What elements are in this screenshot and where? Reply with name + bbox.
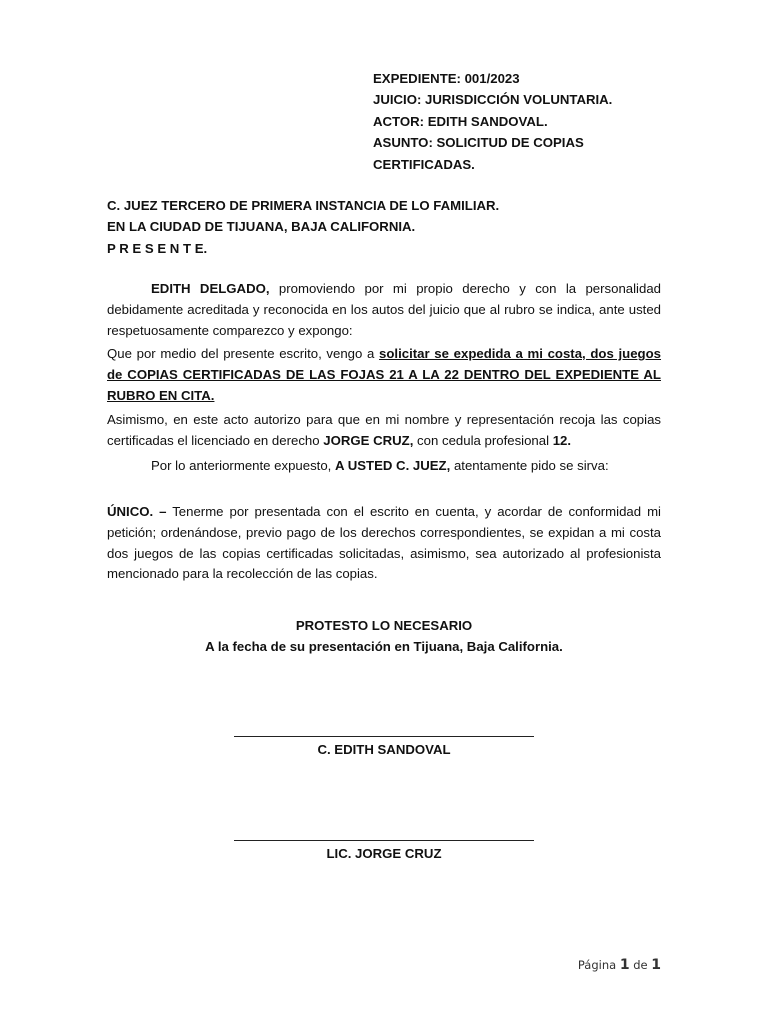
signature-name: C. EDITH SANDOVAL bbox=[317, 742, 451, 757]
petitioner-name: EDITH DELGADO, bbox=[151, 281, 270, 296]
authorization-text: Asimismo, en este acto autorizo para que en mi nombre y representación recoja las copias certificadas el licenciado en derecho bbox=[107, 412, 661, 448]
of-label: de bbox=[633, 958, 648, 972]
petition-addressee: A USTED C. JUEZ, bbox=[335, 458, 451, 473]
expediente-line: EXPEDIENTE: 001/2023 bbox=[373, 71, 520, 86]
case-header bbox=[373, 68, 673, 175]
addressee-presente: P R E S E N T E. bbox=[107, 240, 208, 256]
date-place-line: A la fecha de su presentación en Tijuana, Baja California. bbox=[205, 639, 563, 654]
addressee-judge: C. JUEZ TERCERO DE PRIMERA INSTANCIA DE LO FAMILIAR. bbox=[107, 198, 500, 213]
paragraph-unico bbox=[107, 502, 661, 585]
juicio-line: JUICIO: JURISDICCIÓN VOLUNTARIA. bbox=[373, 92, 613, 108]
unico-text: Tenerme por presentada con el escrito en cuenta, y acordar de conformidad mi petición; ordenándose, previo pago de los derechos correspondientes, se expidan a mi costa dos juegos de las copias certificadas solicitadas, asimismo, sea autorizado al profesionista mencionado para la recolección de las copias. bbox=[107, 504, 661, 582]
current-page: 1 bbox=[619, 957, 630, 973]
unico-label: ÚNICO. – bbox=[107, 504, 167, 519]
lawyer-name: JORGE CRUZ, bbox=[323, 432, 414, 448]
cedula-text: con cedula profesional bbox=[413, 432, 553, 448]
page-label: Página bbox=[577, 958, 617, 972]
paragraph-petition-lead bbox=[107, 456, 661, 477]
request-lead: Que por medio del presente escrito, vengo a bbox=[107, 346, 380, 361]
total-pages: 1 bbox=[651, 957, 661, 973]
paragraph-introduction bbox=[107, 279, 661, 341]
asunto-line: ASUNTO: SOLICITUD DE COPIAS bbox=[373, 135, 584, 151]
petition-lead: Por lo anteriormente expuesto, bbox=[151, 458, 335, 473]
paragraph-request bbox=[107, 344, 661, 406]
addressee-block bbox=[107, 195, 667, 259]
signature-line bbox=[234, 840, 534, 841]
petition-tail: atentamente pido se sirva: bbox=[450, 458, 609, 473]
request-detail: solicitar se expedida a mi costa, dos juegos de COPIAS CERTIFICADAS DE LAS FOJAS 21 A LA 22 DENTRO DEL EXPEDIENTE AL RUBRO EN CITA. bbox=[107, 346, 662, 403]
cedula-number: 12. bbox=[552, 432, 572, 448]
actor-line: ACTOR: EDITH SANDOVAL. bbox=[373, 113, 548, 129]
protesto-line: PROTESTO LO NECESARIO bbox=[295, 618, 473, 633]
signature-line bbox=[234, 736, 534, 737]
paragraph-authorization bbox=[107, 410, 661, 452]
signature-petitioner bbox=[234, 736, 534, 757]
closing-block bbox=[107, 615, 661, 657]
signature-lawyer bbox=[234, 840, 534, 861]
intro-text: promoviendo por mi propio derecho y con la personalidad debidamente acreditada y reconocida en los autos del juicio que al rubro se indica, ante usted respetuosamente comparezco y expongo: bbox=[107, 281, 661, 338]
asunto-line-continued: CERTIFICADAS. bbox=[373, 156, 475, 172]
signature-name: LIC. JORGE CRUZ bbox=[326, 846, 442, 861]
addressee-city: EN LA CIUDAD DE TIJUANA, BAJA CALIFORNIA. bbox=[107, 219, 416, 235]
page-number-footer bbox=[578, 957, 661, 973]
